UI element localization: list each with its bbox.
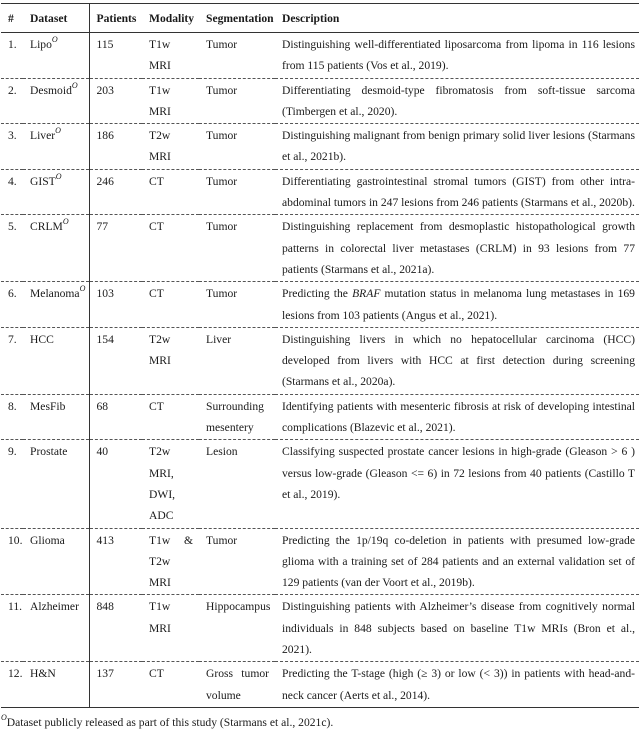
cell-dataset	[23, 169, 89, 215]
cell-segmentation: Tumor	[199, 124, 275, 170]
cell-num: 6.	[1, 282, 23, 328]
cell-description: Distinguishing livers in which no hepatocellular carcinoma (HCC) developed from livers with HCC at first detection during screening (Starmans et al., 2020a).	[275, 327, 639, 394]
cell-segmentation: Tumor	[199, 282, 275, 328]
table-row	[1, 595, 639, 662]
cell-dataset	[23, 595, 89, 662]
cell-segmentation: Tumor	[199, 78, 275, 124]
cell-patients: 413	[89, 528, 142, 595]
cell-patients: 77	[89, 215, 142, 282]
cell-num: 1.	[8, 38, 17, 51]
cell-description: Classifying suspected prostate cancer lesions in high-grade (Gleason > 6 ) versus low-grade (Gleason <= 6) in 72 lesions from 40 patients (Castillo T et al., 2019).	[275, 440, 639, 528]
cell-num: 8.	[1, 394, 23, 440]
table-row	[1, 394, 639, 440]
cell-modality: T2w MRI	[142, 124, 199, 170]
cell-segmentation: Liver	[199, 327, 275, 394]
cell-description: Predicting the 1p/19q co-deletion in patients with presumed low-grade glioma with a training set of 284 patients and an external validation set of 129 patients (van der Voort et al., 2019b).	[275, 528, 639, 595]
public-marker: O	[62, 217, 69, 227]
cell-description: Differentiating desmoid-type fibromatosis from soft-tissue sarcoma (Timbergen et al., 2020).	[275, 78, 639, 124]
header-patients: Patients	[89, 4, 142, 33]
cell-segmentation: Surrounding mesentery	[199, 394, 275, 440]
cell-dataset	[23, 528, 89, 595]
public-marker: O	[79, 284, 86, 294]
cell-modality: T2w MRI, DWI, ADC	[142, 440, 199, 528]
dataset-name: CRLM	[30, 220, 63, 234]
cell-description	[275, 282, 639, 328]
cell-description: Distinguishing well-differentiated liposarcoma from lipoma in 116 lesions from 115 patients (Vos et al., 2019).	[282, 38, 635, 73]
table-row	[1, 124, 639, 170]
table-row	[1, 282, 639, 328]
cell-segmentation: Hippocampus	[199, 595, 275, 662]
table-row	[1, 78, 639, 124]
cell-modality: T1w MRI	[142, 595, 199, 662]
datasets-table	[1, 3, 639, 708]
description-part: Predicting the	[282, 287, 353, 301]
header-modality: Modality	[142, 4, 199, 33]
cell-num: 9.	[1, 440, 23, 528]
footnote-text: Dataset publicly released as part of this study (Starmans et al., 2021c).	[6, 715, 334, 729]
header-segmentation: Segmentation	[199, 4, 275, 33]
cell-patients: 115	[96, 38, 114, 51]
dataset-name: Lipo	[30, 38, 52, 51]
cell-dataset	[23, 394, 89, 440]
dataset-name: HCC	[30, 332, 54, 346]
cell-patients: 40	[89, 440, 142, 528]
cell-modality: CT	[142, 662, 199, 708]
cell-description: Distinguishing replacement from desmoplastic histopathological growth patterns in colorectal liver metastases (CRLM) in 93 lesions from 77 patients (Starmans et al., 2021a).	[275, 215, 639, 282]
table-row	[1, 327, 639, 394]
cell-patients: 848	[89, 595, 142, 662]
cell-modality: T1w & T2w MRI	[142, 528, 199, 595]
cell-num: 12.	[1, 662, 23, 708]
cell-patients: 154	[89, 327, 142, 394]
cell-patients: 103	[89, 282, 142, 328]
dataset-name: Melanoma	[30, 287, 80, 301]
dataset-name: Prostate	[30, 445, 68, 459]
dataset-name: GIST	[30, 174, 56, 188]
description-part: mutation status in melanoma lung metastases in 169 lesions from 103 patients (Angus et al., 2021).	[282, 287, 635, 322]
cell-modality: CT	[142, 394, 199, 440]
footnote	[1, 712, 640, 729]
cell-dataset	[23, 282, 89, 328]
cell-patients: 203	[89, 78, 142, 124]
cell-num: 4.	[1, 169, 23, 215]
cell-num: 3.	[1, 124, 23, 170]
dataset-name: Alzheimer	[30, 600, 79, 614]
cell-dataset	[23, 327, 89, 394]
table-row	[1, 33, 639, 79]
cell-description: Differentiating gastrointestinal stromal tumors (GIST) from other intra-abdominal tumors in 247 lesions from 246 patients (Starmans et al., 2020b).	[275, 169, 639, 215]
public-marker: O	[55, 171, 62, 181]
cell-num: 7.	[1, 327, 23, 394]
dataset-name: Glioma	[30, 533, 65, 547]
dataset-name: H&N	[30, 667, 56, 681]
header-dataset: Dataset	[23, 4, 89, 33]
cell-modality: CT	[142, 169, 199, 215]
cell-dataset	[23, 78, 89, 124]
table-row	[1, 528, 639, 595]
cell-description: Distinguishing patients with Alzheimer’s disease from cognitively normal individuals in 848 subjects based on baseline T1w MRIs (Bron et al., 2021).	[275, 595, 639, 662]
table-row	[1, 662, 639, 708]
cell-segmentation: Lesion	[199, 440, 275, 528]
cell-dataset	[23, 33, 89, 79]
cell-patients: 246	[89, 169, 142, 215]
cell-modality: T1w MRI	[142, 78, 199, 124]
public-marker: O	[55, 126, 61, 136]
cell-patients: 68	[89, 394, 142, 440]
cell-patients: 186	[89, 124, 142, 170]
header-num: #	[1, 4, 23, 33]
cell-num: 11.	[1, 595, 23, 662]
cell-dataset	[23, 215, 89, 282]
public-marker: O	[51, 35, 58, 44]
cell-segmentation: Tumor	[206, 38, 238, 51]
header-row	[1, 4, 639, 33]
cell-description: Distinguishing malignant from benign primary solid liver lesions (Starmans et al., 2021b).	[275, 124, 639, 170]
dataset-name: Desmoid	[30, 83, 72, 97]
cell-segmentation: Tumor	[199, 215, 275, 282]
header-description: Description	[275, 4, 639, 33]
dataset-name: MesFib	[30, 399, 66, 413]
cell-patients: 137	[89, 662, 142, 708]
cell-modality: T2w MRI	[142, 327, 199, 394]
cell-segmentation: Tumor	[199, 528, 275, 595]
cell-description: Predicting the T-stage (high (≥ 3) or low (< 3)) in patients with head-and-neck cancer (Aerts et al., 2014).	[275, 662, 639, 708]
cell-num: 2.	[1, 78, 23, 124]
cell-num: 5.	[1, 215, 23, 282]
cell-modality: CT	[142, 282, 199, 328]
table-row	[1, 440, 639, 528]
cell-segmentation: Gross tumor volume	[199, 662, 275, 708]
cell-modality: CT	[142, 215, 199, 282]
cell-dataset	[23, 662, 89, 708]
cell-description: Identifying patients with mesenteric fibrosis at risk of developing intestinal complications (Blazevic et al., 2021).	[275, 394, 639, 440]
dataset-name: Liver	[30, 129, 56, 143]
description-part: BRAF	[352, 287, 381, 301]
cell-num: 10.	[1, 528, 23, 595]
cell-segmentation: Tumor	[199, 169, 275, 215]
cell-dataset	[23, 440, 89, 528]
cell-modality: T1w MRI	[149, 38, 171, 73]
cell-dataset	[23, 124, 89, 170]
table-row	[1, 215, 639, 282]
footnote-marker: O	[1, 712, 7, 722]
public-marker: O	[71, 80, 78, 90]
table-row	[1, 169, 639, 215]
